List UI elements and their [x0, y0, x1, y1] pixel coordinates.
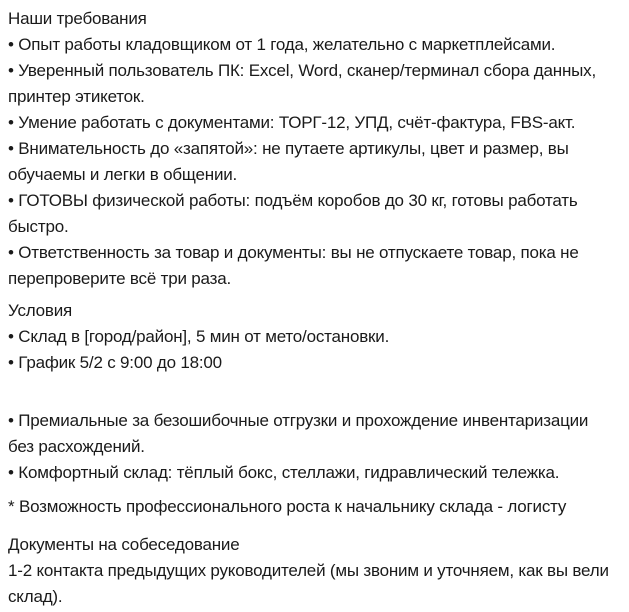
section-requirements: [8, 6, 621, 292]
text-paragraph: • График 5/2 с 9:00 до 18:00: [8, 353, 222, 372]
text-paragraph: • Уверенный пользователь ПК: Excel, Word, сканер/терминал сбора данных, принтер этикеток.: [8, 61, 596, 106]
text-paragraph: • Премиальные за безошибочные отгрузки и прохождение инвентаризации без расхождений.: [8, 411, 589, 456]
text-paragraph: • Внимательность до «запятой»: не путаете артикулы, цвет и размер, вы обучаемы и легки в общении.: [8, 139, 569, 184]
text-paragraph: Условия: [8, 301, 73, 320]
text-paragraph: • ГОТОВЫ физической работы: подъём коробов до 30 кг, готовы работать быстро.: [8, 191, 578, 236]
text-paragraph: 1-2 контакта предыдущих руководителей (мы звоним и уточняем, как вы вели склад).: [8, 561, 609, 606]
text-paragraph: Документы на собеседование: [8, 535, 240, 554]
text-paragraph: • Ответственность за товар и документы: вы не отпускаете товар, пока не перепроверите всё три раза.: [8, 243, 579, 288]
section-growth: [8, 494, 621, 520]
text-paragraph: • Комфортный склад: тёплый бокс, стеллажи, гидравлический тележка.: [8, 463, 560, 482]
text-paragraph: Наши требования: [8, 9, 147, 28]
section-documents: [8, 532, 621, 610]
section-benefits: [8, 408, 621, 486]
text-paragraph: • Умение работать с документами: ТОРГ-12, УПД, счёт-фактура, FBS-акт.: [8, 113, 576, 132]
text-paragraph: * Возможность профессионального роста к начальнику склада - логисту: [8, 497, 567, 516]
job-description-text: [8, 6, 621, 610]
text-paragraph: • Опыт работы кладовщиком от 1 года, желательно с маркетплейсами.: [8, 35, 556, 54]
text-paragraph: • Склад в [город/район], 5 мин от мето/остановки.: [8, 327, 390, 346]
section-conditions: [8, 298, 621, 376]
